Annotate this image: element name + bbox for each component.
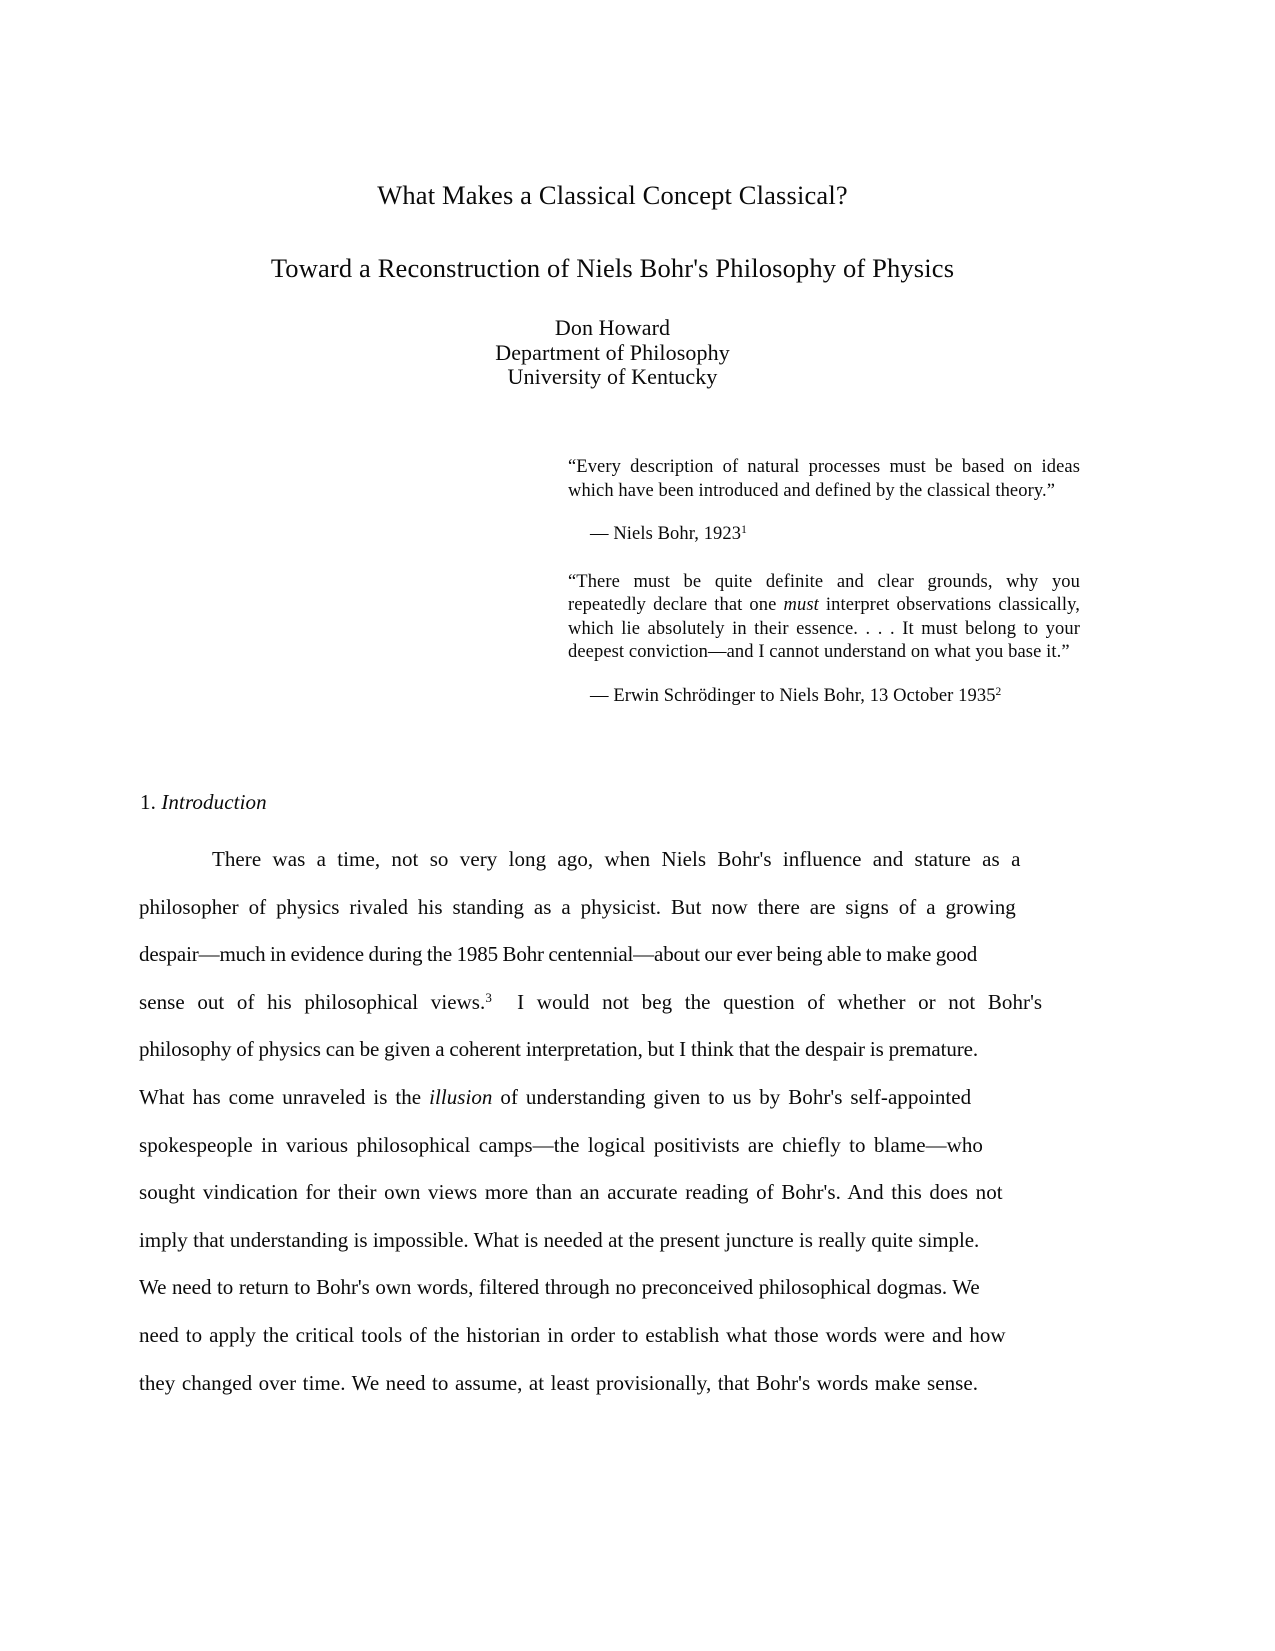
title-line-subtitle: Toward a Reconstruction of Niels Bohr's Philosophy of Physics (270, 253, 955, 283)
footnote-marker-1[interactable]: 1 (741, 524, 747, 537)
epigraph-section (568, 456, 1080, 708)
body-line (139, 979, 1089, 1027)
epigraph-schrodinger-attribution-text: — Erwin Schrödinger to Niels Bohr, 13 October 1935 (590, 685, 996, 706)
body-line-segment: of understanding given to us by Bohr's self-appointed (500, 1084, 972, 1109)
epigraph-schrodinger-text (568, 571, 1080, 665)
body-line-segment: I would not beg the question of whether or not Bohr's (517, 989, 1043, 1014)
body-paragraph-introduction (139, 836, 1089, 1407)
body-line: sought vindication for their own views more than an accurate reading of Bohr's. And this does not (139, 1180, 1003, 1205)
section-heading-introduction (140, 789, 267, 815)
body-line-segment: sense out of his philosophical views. (139, 989, 486, 1014)
author-institution: University of Kentucky (507, 364, 718, 389)
epigraph-schrodinger-part-1: “There must be quite definite and clear grounds, why you repeatedly declare that one (568, 571, 1080, 615)
body-line-segment: What has come unraveled is the (139, 1084, 422, 1109)
author-department: Department of Philosophy (495, 339, 730, 365)
body-emphasis-illusion: illusion (429, 1084, 493, 1109)
body-line (139, 1074, 1089, 1122)
body-line: imply that understanding is impossible. What is needed at the present juncture is really quite simple. (139, 1227, 980, 1252)
body-line: they changed over time. We need to assume, at least provisionally, that Bohr's words make sense. (139, 1370, 979, 1395)
epigraph-schrodinger-part-2: interpret observations classically, which lie absolutely in their essence. . . . It must belong to your deepest conviction—and I cannot understand on what you base it.” (568, 595, 1080, 662)
body-line: despair—much in evidence during the 1985 Bohr centennial—about our ever being able to make good (139, 942, 978, 967)
epigraph-bohr-attribution-text: — Niels Bohr, 1923 (590, 524, 742, 544)
author-block (135, 316, 1090, 390)
body-line: spokespeople in various philosophical camps—the logical positivists are chiefly to blame—who (139, 1132, 983, 1157)
body-line: philosophy of physics can be given a coherent interpretation, but I think that the despair is premature. (139, 1037, 978, 1062)
section-number: 1. (140, 790, 156, 814)
footnote-marker-2[interactable]: 2 (995, 685, 1002, 698)
epigraph-bohr-text: “Every description of natural processes must be based on ideas which have been introduced and defined by the classical theory.” (568, 457, 1080, 501)
section-title: Introduction (161, 790, 267, 814)
epigraph-schrodinger-attribution (568, 685, 1080, 709)
body-line: need to apply the critical tools of the historian in order to establish what those words were and how (139, 1322, 1006, 1347)
document-title (135, 178, 1090, 285)
footnote-marker-3[interactable]: 3 (485, 990, 492, 1006)
title-line-primary: What Makes a Classical Concept Classical? (377, 180, 848, 210)
author-name: Don Howard (554, 315, 671, 340)
body-line: There was a time, not so very long ago, when Niels Bohr's influence and stature as a (212, 847, 1021, 871)
epigraph-bohr-attribution (568, 523, 1080, 547)
body-line: We need to return to Bohr's own words, filtered through no preconceived philosophical dogmas. We (139, 1275, 980, 1300)
body-line: philosopher of physics rivaled his standing as a physicist. But now there are signs of a growing (139, 894, 1016, 919)
epigraph-schrodinger-emphasis: must (783, 595, 819, 615)
